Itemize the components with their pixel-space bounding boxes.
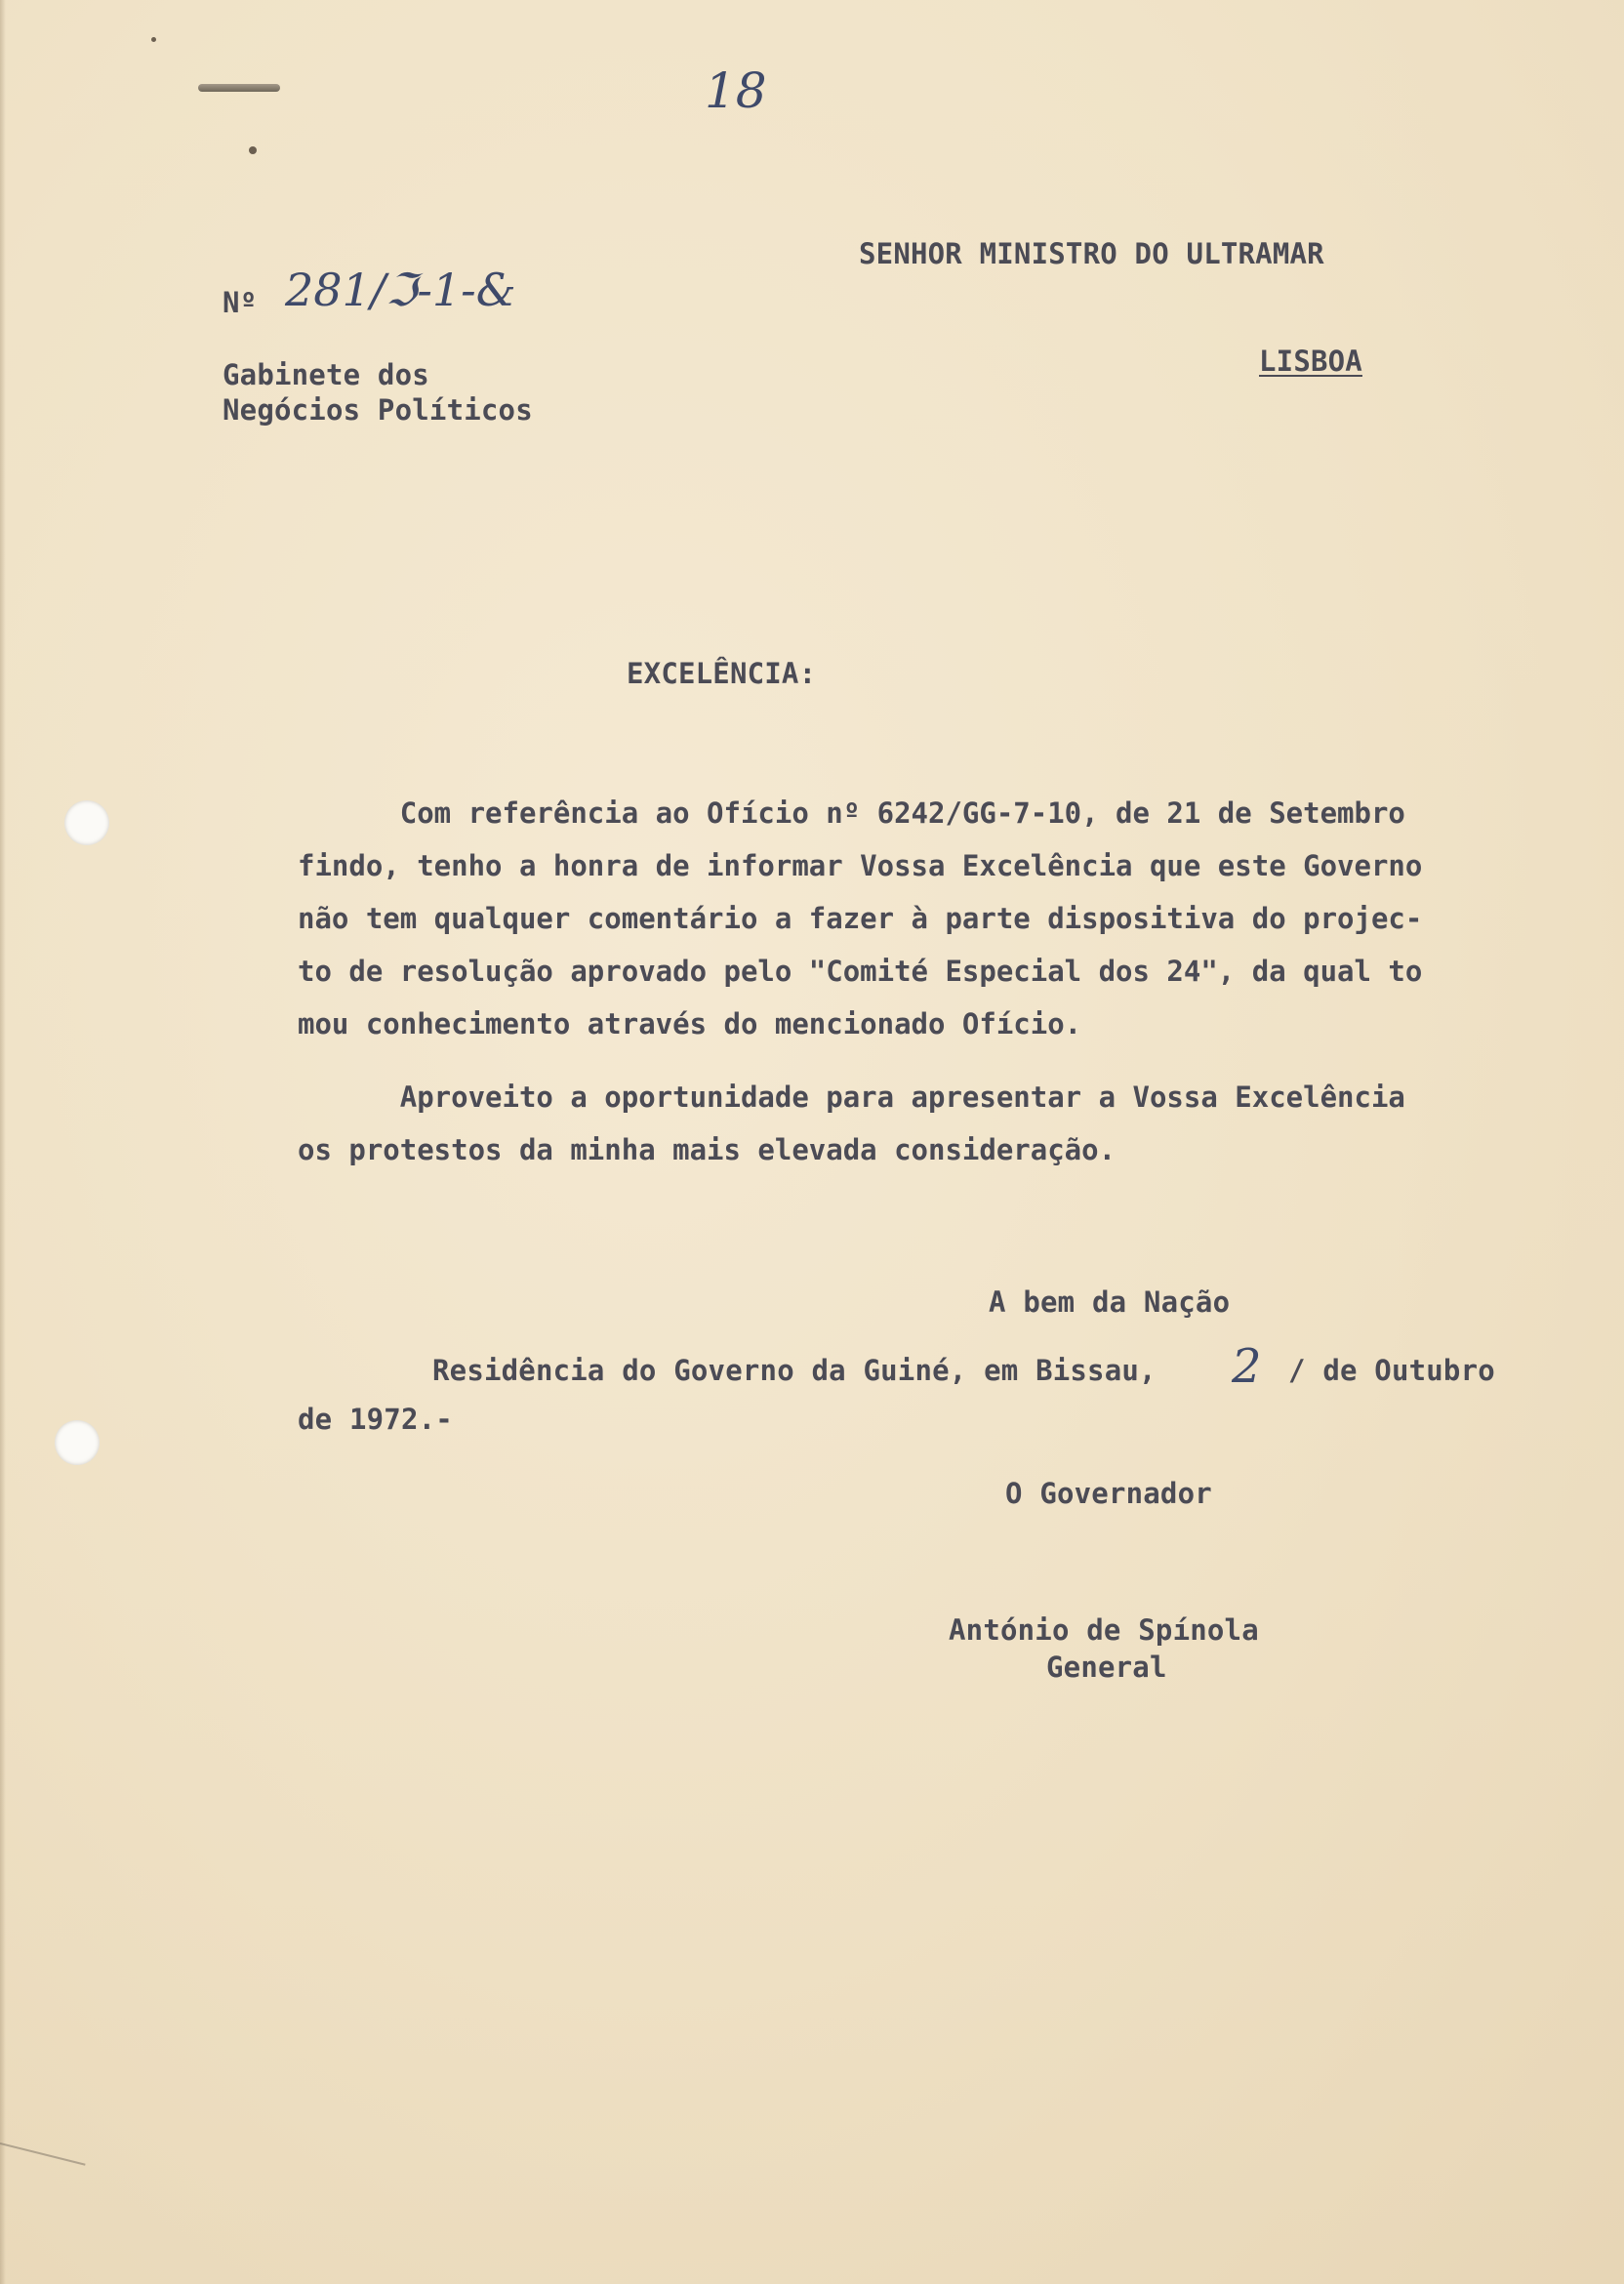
body-line: os protestos da minha mais elevada consideração. [298, 1133, 1116, 1166]
salutation: EXCELÊNCIA: [627, 657, 817, 690]
addressee-title: SENHOR MINISTRO DO ULTRAMAR [859, 237, 1324, 270]
place-date-month: / de Outubro [1288, 1354, 1495, 1387]
ink-dot [151, 37, 156, 42]
closing-formula: A bem da Nação [989, 1285, 1231, 1319]
body-line: Com referência ao Ofício nº 6242/GG-7-10, de 21 de Setembro [298, 796, 1405, 830]
handwritten-page-number: 18 [705, 62, 767, 119]
punch-hole-upper [64, 800, 109, 845]
signatory-rank: General [1046, 1651, 1167, 1684]
body-line: findo, tenho a honra de informar Vossa Excelência que este Governo [298, 849, 1423, 882]
place-date-line1: Residência do Governo da Guiné, em Bissau, [432, 1354, 1157, 1387]
paper-crease [0, 2142, 86, 2166]
body-paragraph-2 [298, 1071, 1586, 1176]
ink-dot [249, 146, 257, 154]
sender-office-line2: Negócios Políticos [223, 393, 533, 427]
addressee-city: LISBOA [1259, 345, 1362, 378]
handwritten-day: 2 [1232, 1339, 1262, 1394]
reference-handwritten-number: 281/ℑ-1-& [285, 264, 516, 316]
body-line: to de resolução aprovado pelo "Comité Especial dos 24", da qual to [298, 955, 1423, 988]
signature-title: O Governador [1005, 1477, 1212, 1510]
body-line: mou conhecimento através do mencionado Ofício. [298, 1007, 1082, 1040]
body-paragraph-1 [298, 787, 1586, 1050]
reference-prefix: Nº [223, 286, 258, 319]
place-date-year: de 1972.- [298, 1403, 453, 1436]
staple-mark [198, 84, 280, 92]
body-line: não tem qualquer comentário a fazer à parte dispositiva do projec- [298, 902, 1423, 935]
punch-hole-lower [55, 1420, 100, 1465]
body-line: Aproveito a oportunidade para apresentar a Vossa Excelência [298, 1081, 1405, 1114]
signatory-name: António de Spínola [949, 1613, 1259, 1647]
sender-office-line1: Gabinete dos [223, 358, 429, 391]
